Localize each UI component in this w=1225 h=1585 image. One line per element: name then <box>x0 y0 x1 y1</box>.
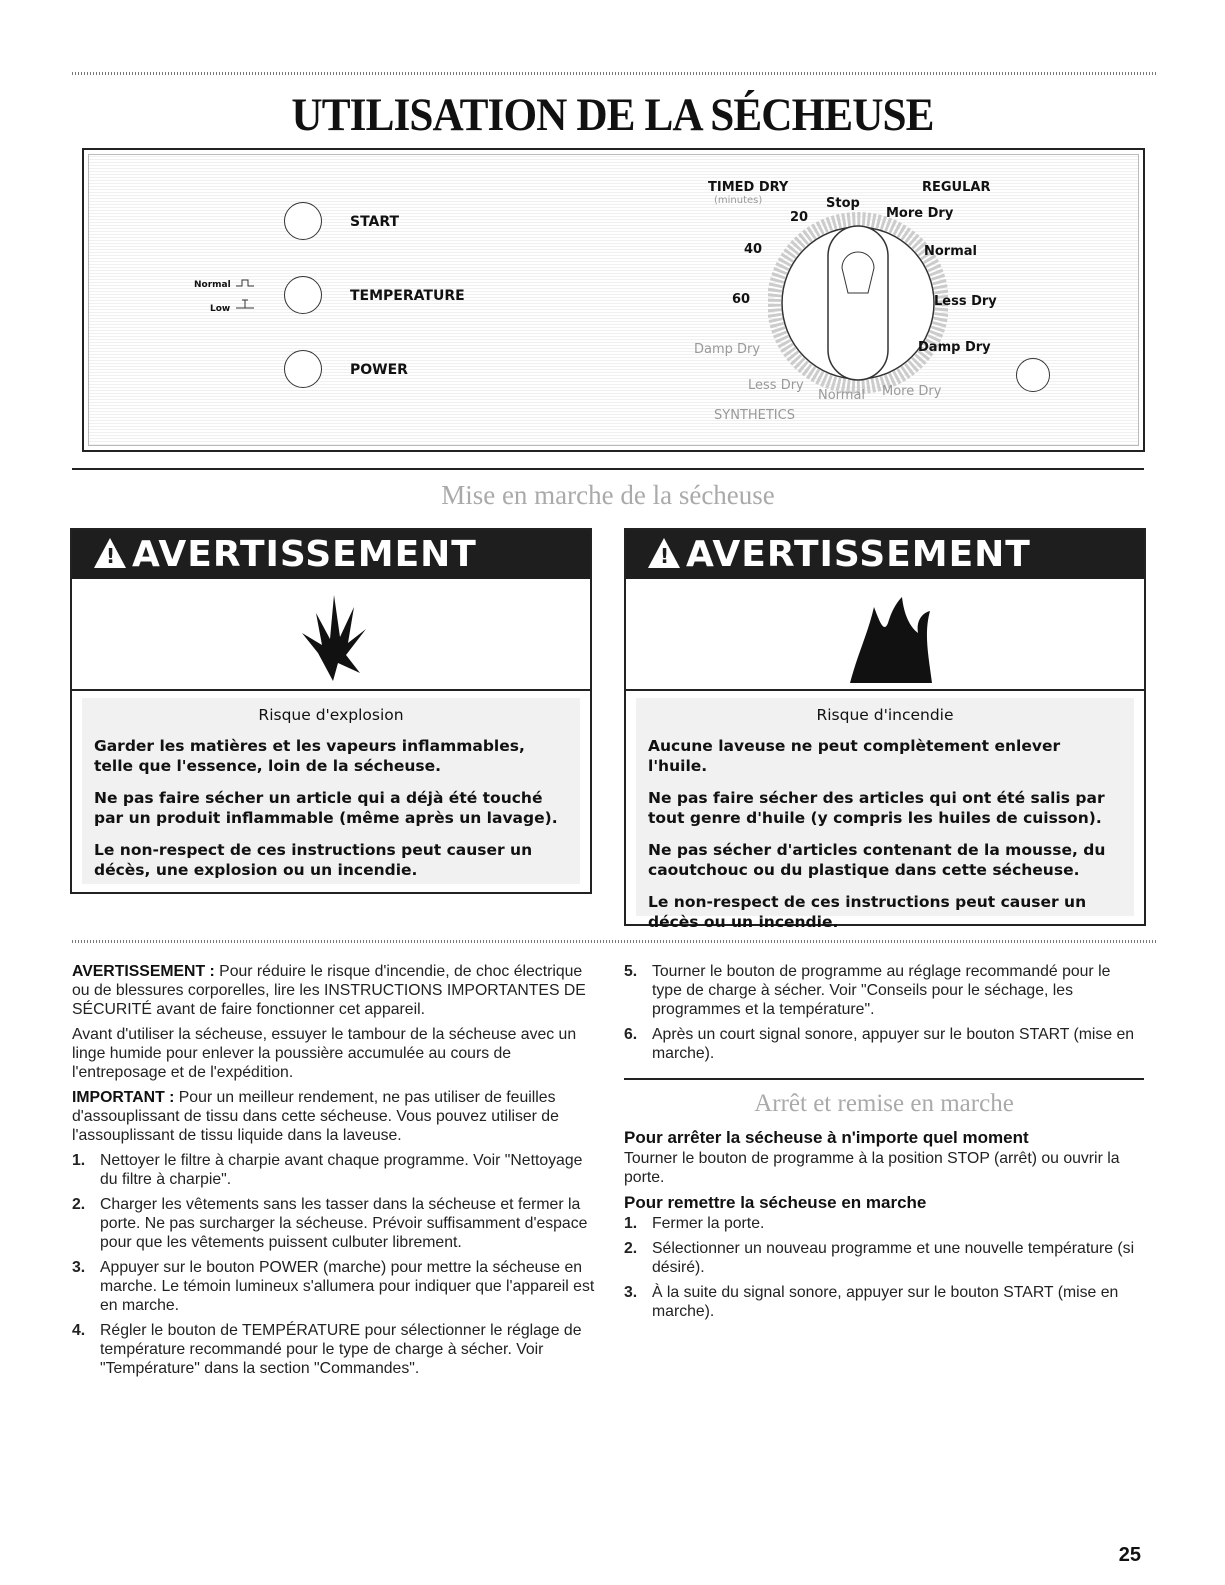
start-label: START <box>350 214 400 230</box>
important-lead: IMPORTANT : <box>72 1089 175 1106</box>
warning-title: Risque d'explosion <box>258 706 404 724</box>
dial-stop-label: Stop <box>826 196 860 211</box>
list-item <box>72 1321 597 1378</box>
dial-damp-dry-label: Damp Dry <box>918 340 991 355</box>
temperature-label: TEMPERATURE <box>350 288 465 304</box>
warning-header-text: AVERTISSEMENT <box>686 534 1031 575</box>
step-text: À la suite du signal sonore, appuyer sur le bouton START (mise en marche). <box>652 1284 1119 1320</box>
step-number: 4. <box>72 1322 86 1339</box>
dial-40-label: 40 <box>744 242 763 257</box>
warning-body <box>82 698 580 884</box>
stop-section-rule <box>624 1078 1144 1080</box>
step-text: Appuyer sur le bouton POWER (marche) pour mettre la sécheuse en marche. Le témoin lumineux s'allumera pour indiquer que l'appareil est en marche. <box>100 1259 595 1314</box>
important-paragraph <box>72 1088 597 1145</box>
step-text: Sélectionner un nouveau programme et une nouvelle température (si désiré). <box>652 1240 1135 1276</box>
dial-minutes-label: (minutes) <box>714 195 763 206</box>
top-rule <box>72 72 1157 75</box>
start-steps-list <box>72 1151 597 1378</box>
list-item <box>624 1025 1144 1063</box>
explosion-hazard-area <box>72 579 590 691</box>
warning-body <box>636 698 1134 931</box>
warning-text-2: Ne pas faire sécher un article qui a déjà été touché par un produit inflammable (même après un lavage). <box>94 789 558 827</box>
explosion-icon <box>298 593 368 683</box>
warning-text-3: Le non-respect de ces instructions peut causer un décès, une explosion ou un incendie. <box>94 841 533 879</box>
indicator-light-icon <box>1016 358 1050 392</box>
dial-less-dry-label: Less Dry <box>934 294 997 309</box>
step-number: 2. <box>624 1240 638 1257</box>
warning-box-explosion <box>70 528 592 894</box>
warning-header <box>72 530 590 579</box>
restart-steps-list <box>624 1214 1144 1321</box>
page-number: 25 <box>1118 1544 1141 1566</box>
fire-icon <box>844 593 934 685</box>
power-label: POWER <box>350 362 408 378</box>
right-column <box>624 962 1144 1069</box>
restart-subheading: Pour remettre la sécheuse en marche <box>624 1193 927 1212</box>
step-number: 5. <box>624 963 638 980</box>
continued-steps-list <box>624 962 1144 1063</box>
stop-subheading: Pour arrêter la sécheuse à n'importe quel moment <box>624 1128 1029 1147</box>
dial-20-label: 20 <box>790 210 809 225</box>
cycle-dial-icon <box>768 198 948 408</box>
dial-60-label: 60 <box>732 292 751 307</box>
warning-text-1: Garder les matières et les vapeurs inflammables, telle que l'essence, loin de la sécheuse. <box>94 737 525 775</box>
section-heading-start: Mise en marche de la sécheuse <box>441 480 775 510</box>
dial-more-dry-synthetic-label: More Dry <box>882 384 942 399</box>
step-number: 3. <box>624 1284 638 1301</box>
temperature-button-icon <box>284 276 322 314</box>
step-text: Tourner le bouton de programme au réglage recommandé pour le type de charge à sécher. Voir "Conseils pour le séchage, les programmes et la température". <box>652 963 1111 1018</box>
stop-text: Tourner le bouton de programme à la position STOP (arrêt) ou ouvrir la porte. <box>624 1150 1120 1186</box>
step-number: 1. <box>624 1215 638 1232</box>
control-panel-illustration <box>82 148 1145 452</box>
warning-header <box>626 530 1144 579</box>
list-item <box>624 1283 1144 1321</box>
stop-restart-section <box>624 1128 1144 1327</box>
dial-damp-dry-synthetic-label: Damp Dry <box>694 342 761 357</box>
step-text: Nettoyer le filtre à charpie avant chaque programme. Voir "Nettoyage du filtre à charpie". <box>100 1152 583 1188</box>
dial-timed-dry-label: TIMED DRY <box>708 180 789 195</box>
list-item <box>624 1214 1144 1233</box>
warning-text-3: Ne pas sécher d'articles contenant de la mousse, du caoutchouc ou du plastique dans cette sécheuse. <box>648 841 1106 879</box>
list-item <box>624 1239 1144 1277</box>
power-button-icon <box>284 350 322 388</box>
start-button-icon <box>284 202 322 240</box>
dial-less-dry-synthetic-label: Less Dry <box>748 378 804 393</box>
temp-normal-label: Normal <box>194 280 231 290</box>
step-number: 6. <box>624 1026 638 1043</box>
dial-normal-synthetic-label: Normal <box>818 388 866 403</box>
section-heading-stop: Arrêt et remise en marche <box>754 1090 1014 1117</box>
step-number: 1. <box>72 1152 86 1169</box>
dial-synthetics-label: SYNTHETICS <box>714 408 795 423</box>
list-item <box>624 962 1144 1019</box>
temp-low-label: Low <box>210 304 231 314</box>
step-text: Charger les vêtements sans les tasser dans la sécheuse et fermer la porte. Ne pas surcharger la sécheuse. Prévoir suffisamment d'espace pour que les vêtements puissent culbuter librement. <box>100 1196 588 1251</box>
warning-header-text: AVERTISSEMENT <box>132 534 477 575</box>
warning-paragraph-text: Pour réduire le risque d'incendie, de choc électrique ou de blessures corporelles, lire les INSTRUCTIONS IMPORTANTES DE SÉCURITÉ avant de faire fonctionner cet appareil. <box>72 963 586 1018</box>
list-item <box>72 1195 597 1252</box>
warning-text-2: Ne pas faire sécher des articles qui ont été salis par tout genre d'huile (y compris les huiles de cuisson). <box>648 789 1105 827</box>
step-text: Régler le bouton de TEMPÉRATURE pour sélectionner le réglage de température recommandé pour le type de charge à sécher. Voir "Température" dans la section "Commandes". <box>100 1322 582 1377</box>
list-item <box>72 1151 597 1189</box>
mid-rule <box>72 940 1157 943</box>
warning-triangle-icon <box>94 538 126 568</box>
step-text: Après un court signal sonore, appuyer sur le bouton START (mise en marche). <box>652 1026 1135 1062</box>
important-text: Pour un meilleur rendement, ne pas utiliser de feuilles d'assouplissant de tissu dans cette sécheuse. Vous pouvez utiliser de l'assouplissant de tissu liquide dans la laveuse. <box>72 1089 559 1144</box>
fire-hazard-area <box>626 579 1144 691</box>
warning-title: Risque d'incendie <box>816 706 954 724</box>
warning-triangle-icon <box>648 538 680 568</box>
step-text: Fermer la porte. <box>652 1215 765 1232</box>
warning-lead: AVERTISSEMENT : <box>72 963 215 980</box>
section-rule <box>72 468 1144 470</box>
warning-text-4: Le non-respect de ces instructions peut causer un décès ou un incendie. <box>648 893 1087 931</box>
dial-normal-label: Normal <box>924 244 977 259</box>
page-title: UTILISATION DE LA SÉCHEUSE <box>291 89 934 141</box>
step-number: 3. <box>72 1259 86 1276</box>
dial-regular-label: REGULAR <box>922 180 991 195</box>
warning-text-1: Aucune laveuse ne peut complètement enlever l'huile. <box>648 737 1061 775</box>
temperature-indicator-icon <box>234 276 258 316</box>
warning-box-fire <box>624 528 1146 931</box>
left-column <box>72 962 597 1384</box>
intro-paragraph: Avant d'utiliser la sécheuse, essuyer le tambour de la sécheuse avec un linge humide pour enlever la poussière accumulée au cours de l'entreposage et de l'expédition. <box>72 1026 577 1081</box>
step-number: 2. <box>72 1196 86 1213</box>
list-item <box>72 1258 597 1315</box>
warning-paragraph <box>72 962 597 1019</box>
dial-more-dry-label: More Dry <box>886 206 954 221</box>
